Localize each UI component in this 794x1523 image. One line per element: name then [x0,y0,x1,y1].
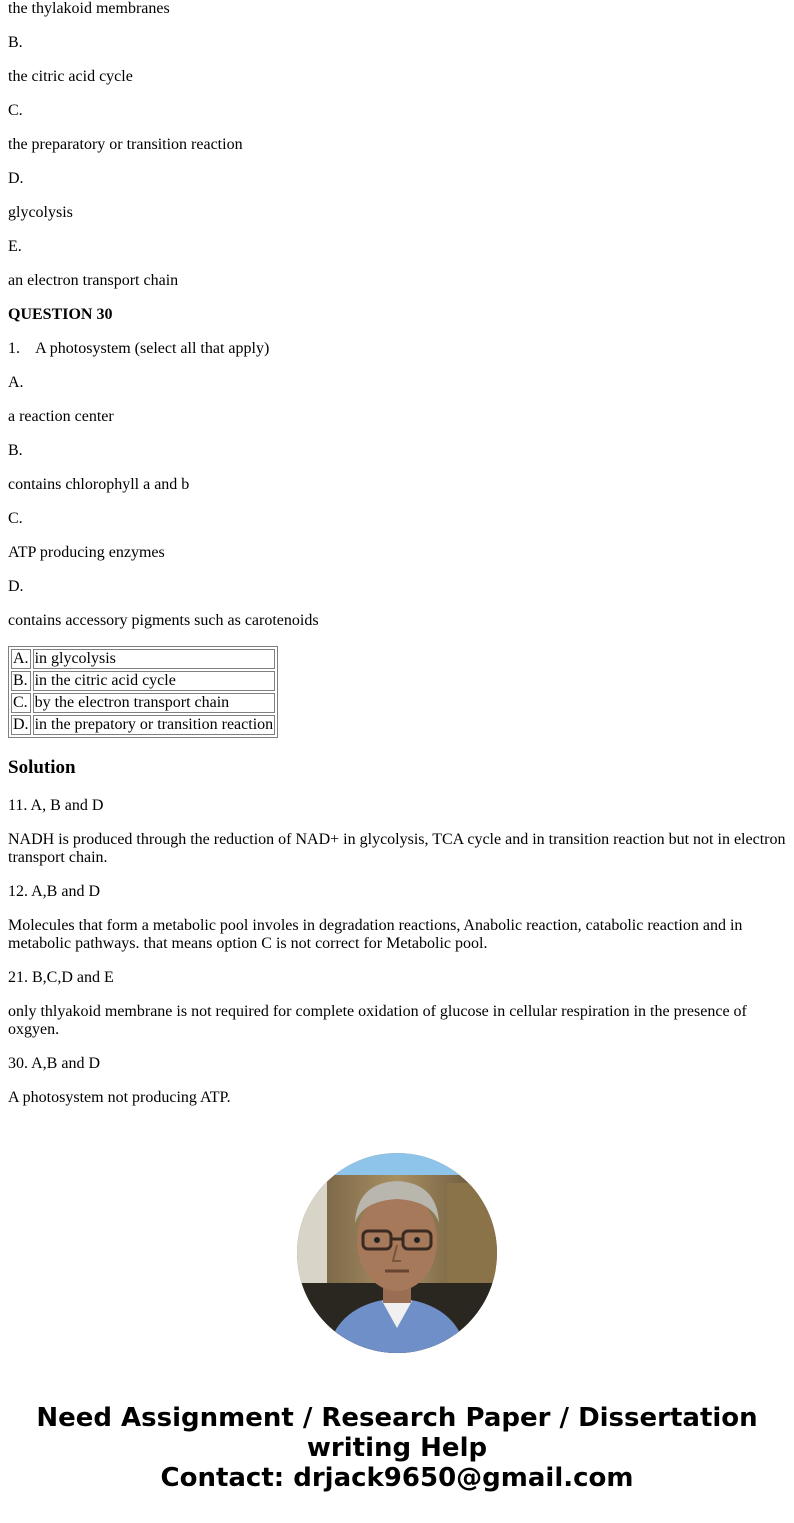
portrait-illustration [297,1153,497,1353]
solution-explanation-11: NADH is produced through the reduction of NAD+ in glycolysis, TCA cycle and in transition reaction but not in electron transport chain. [8,831,786,866]
options-table [8,646,278,738]
table-row [11,649,275,669]
q30-option-b-letter: B. [8,442,23,459]
q30-option-c-letter: C. [8,510,23,527]
q29-option-e-text: an electron transport chain [8,272,179,289]
q29-option-d-letter: D. [8,170,24,187]
table-cell-text: in the prepatory or transition reaction [34,716,274,733]
avatar-photo [297,1153,497,1353]
table-row [11,693,275,713]
solution-heading: Solution [8,757,76,778]
table-cell-text: by the electron transport chain [33,693,276,713]
q29-option-b-text: the citric acid cycle [8,68,133,85]
table-cell-letter: D. [13,716,29,733]
promo-contact: Contact: drjack9650@gmail.com [160,1463,634,1493]
question-30-prompt: 1. A photosystem (select all that apply) [8,340,270,357]
q30-option-b-text: contains chlorophyll a and b [8,476,190,493]
table-cell-text: in the citric acid cycle [33,671,276,691]
q29-option-d-text: glycolysis [8,204,73,221]
q29-option-e-letter: E. [8,238,22,255]
solution-answer-11: 11. A, B and D [8,797,104,814]
promo-line-1: Need Assignment / Research Paper / Dissertation [36,1403,758,1433]
q30-option-d-letter: D. [8,578,24,595]
promo-line-2: writing Help [306,1433,488,1463]
solution-answer-21: 21. B,C,D and E [8,969,114,986]
table-cell-letter: A. [13,650,29,667]
solution-explanation-12: Molecules that form a metabolic pool involes in degradation reactions, Anabolic reaction, catabolic reaction and in metabolic pathways. that means option C is not correct for Metabolic pool. [8,917,743,952]
q30-option-a-letter: A. [8,374,24,391]
q30-option-d-text: contains accessory pigments such as carotenoids [8,612,319,629]
q29-option-c-text: the preparatory or transition reaction [8,136,243,153]
promo-banner [0,1403,794,1493]
table-row [11,715,275,735]
q30-option-a-text: a reaction center [8,408,114,425]
table-cell-letter: B. [11,671,31,691]
q29-option-a-text: the thylakoid membranes [8,0,170,17]
table-cell-text: in glycolysis [33,649,276,669]
q30-option-c-text: ATP producing enzymes [8,544,165,561]
q29-option-b-letter: B. [8,34,23,51]
table-cell-letter: C. [11,693,31,713]
solution-answer-12: 12. A,B and D [8,883,100,900]
question-30-heading: QUESTION 30 [8,306,113,323]
solution-explanation-21: only thlyakoid membrane is not required for complete oxidation of glucose in cellular respiration in the presence of oxgyen. [8,1003,747,1038]
q29-option-c-letter: C. [8,102,23,119]
table-row [11,671,275,691]
solution-answer-30: 30. A,B and D [8,1055,100,1072]
solution-explanation-30: A photosystem not producing ATP. [8,1089,231,1106]
